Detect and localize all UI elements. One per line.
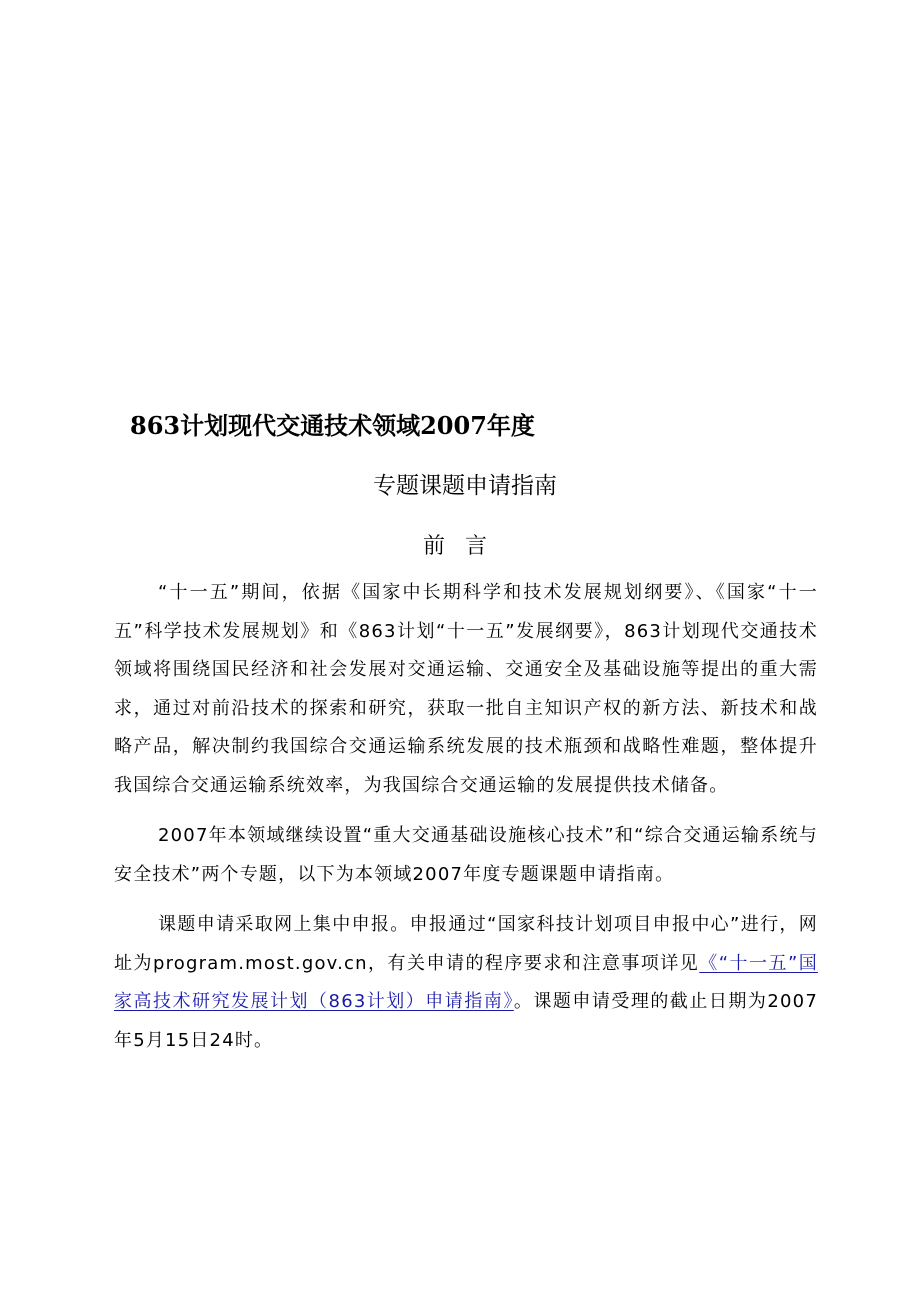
paragraph-3 xyxy=(114,906,818,1060)
paragraph-3-text-after-link: 。课题申请受理的截止日期为2007年5月15日24时。 xyxy=(114,991,818,1051)
document-body xyxy=(114,574,818,1060)
document-title-line2: 专题课题申请指南 xyxy=(373,473,557,499)
paragraph-1: “十一五”期间，依据《国家中长期科学和技术发展规划纲要》、《国家“十一五”科学技术发展规划》和《863计划“十一五”发展纲要》，863计划现代交通技术领域将围绕国民经济和社会发展对交通运输、交通安全及基础设施等提出的重大需求，通过对前沿技术的探索和研究，获取一批自主知识产权的新方法、新技术和战略产品，解决制约我国综合交通运输系统发展的技术瓶颈和战略性难题，整体提升我国综合交通运输系统效率，为我国综合交通运输的发展提供技术储备。 xyxy=(114,582,818,796)
paragraph-3-text-before-link: 课题申请采取网上集中申报。申报通过“国家科技计划项目申报中心”进行，网址为program.most.gov.cn，有关申请的程序要求和注意事项详见 xyxy=(114,914,818,974)
preface-heading: 前言 xyxy=(422,534,507,559)
application-guide-link[interactable]: 《“十一五”国家高技术研究发展计划（863计划）申请指南》 xyxy=(114,952,818,1012)
paragraph-2: 2007年本领域继续设置“重大交通基础设施核心技术”和“综合交通运输系统与安全技术”两个专题，以下为本领域2007年度专题课题申请指南。 xyxy=(114,825,818,885)
document-title-line1: 863计划现代交通技术领域2007年度 xyxy=(130,411,535,440)
